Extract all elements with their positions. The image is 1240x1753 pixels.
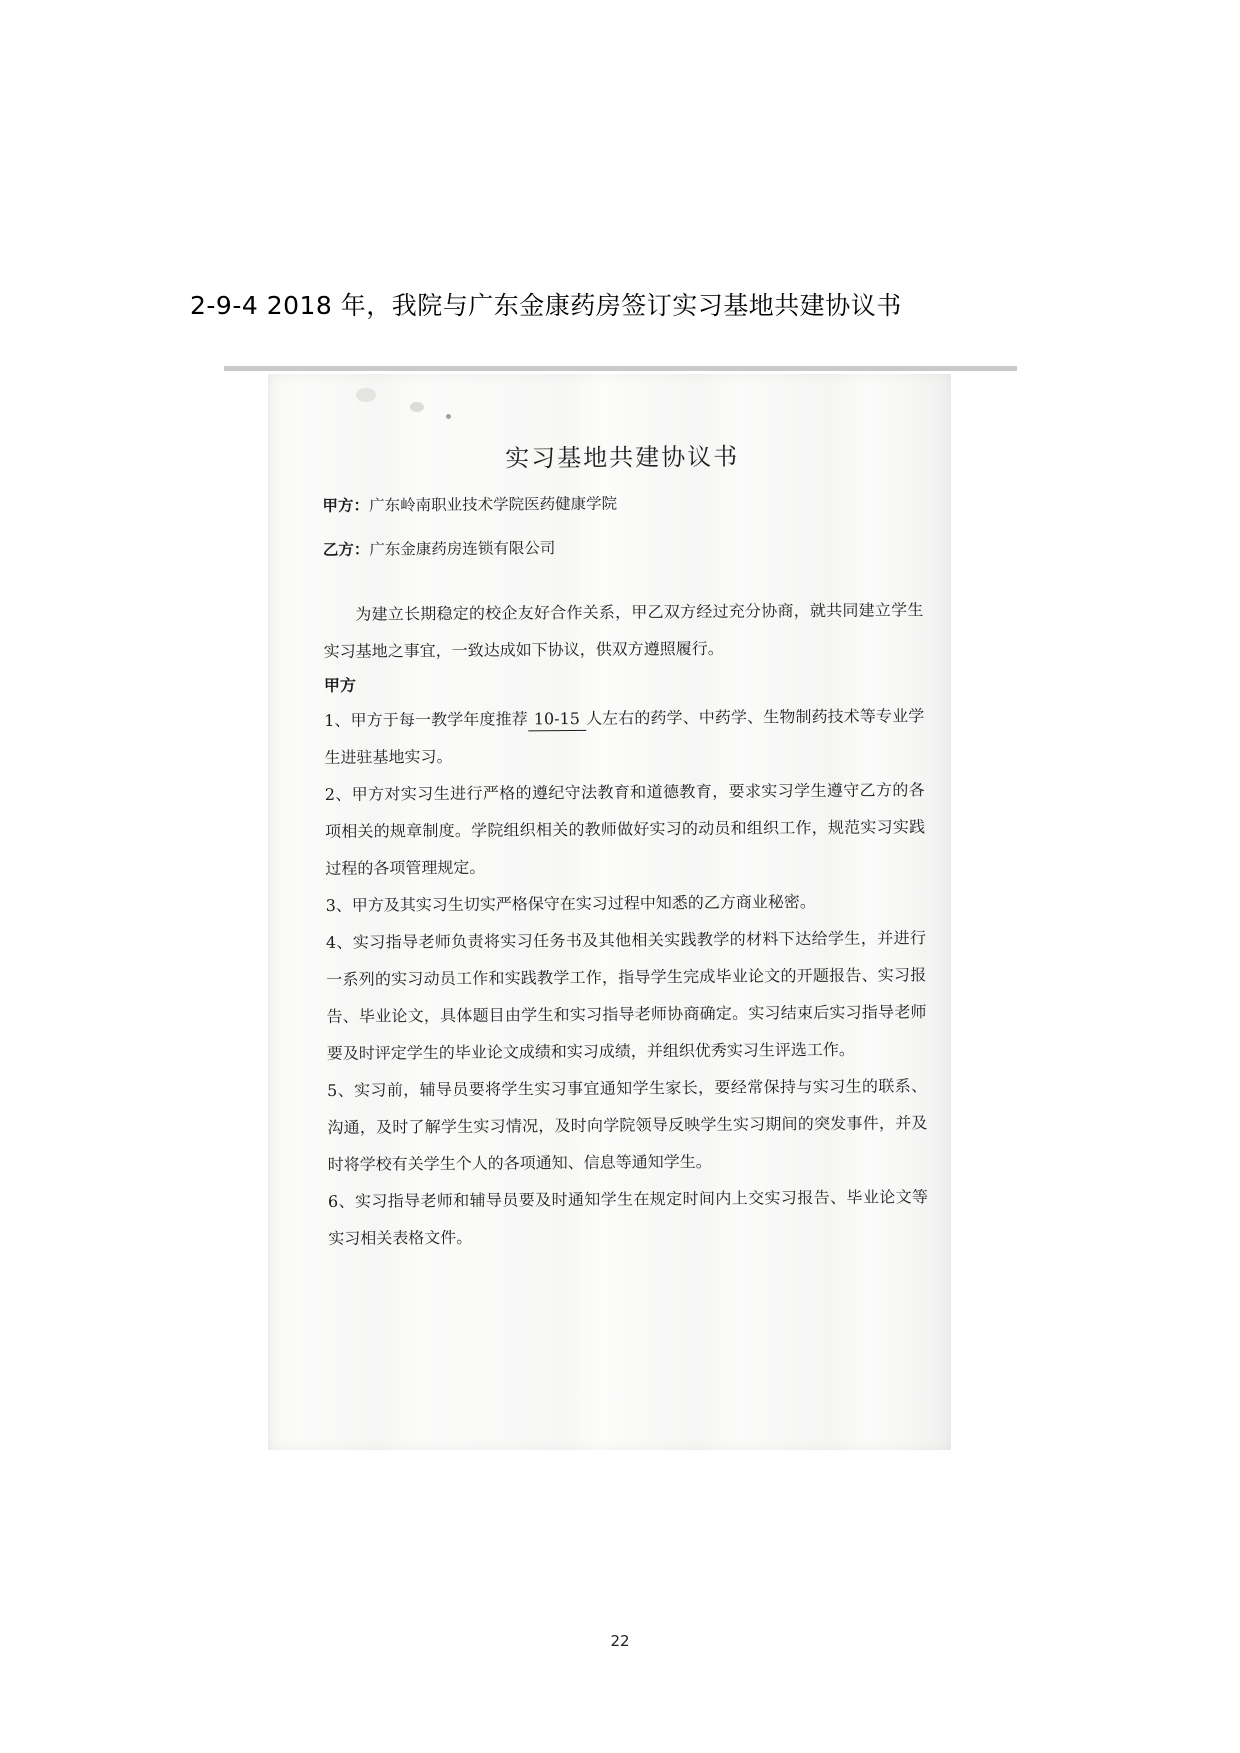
party-b-line <box>323 532 923 563</box>
scan-speck <box>446 414 451 419</box>
intro-paragraph: 为建立长期稳定的校企友好合作关系，甲乙双方经过充分协商，就共同建立学生实习基地之事宜，一致达成如下协议，供双方遵照履行。 <box>323 600 924 661</box>
divider <box>224 366 1017 371</box>
clause-1-text-end: 人左右的药学、中药学、生物制药技术等专业学生进驻基地实习。 <box>324 706 925 768</box>
page-number: 22 <box>610 1632 630 1650</box>
scan-smudge <box>356 388 376 402</box>
clause-1-text-start: 1、甲方于每一教学年度推荐 <box>324 709 528 731</box>
clause-6: 6、实习指导老师和辅导员要及时通知学生在规定时间内上交实习报告、毕业论文等实习相关表格文件。 <box>327 1187 929 1249</box>
scan-text-block <box>322 435 928 1257</box>
clause-5: 5、实习前，辅导员要将学生实习事宜通知学生家长，要经常保持与实习生的联系、沟通，及时了解学生实习情况，及时向学院领导反映学生实习期间的突发事件，并及时将学校有关学生个人的各项通知、信息等通知学生。 <box>327 1076 928 1175</box>
clause-4: 4、实习指导老师负责将实习任务书及其他相关实践教学的材料下达给学生，并进行一系列的实习动员工作和实践教学工作，指导学生完成毕业论文的开题报告、实习报告、毕业论文，具体题目由学生和实习指导老师协商确定。实习结束后实习指导老师要及时评定学生的毕业论文成绩和实习成绩，并组织优秀实习生评选工作。 <box>325 928 927 1064</box>
section-party-a-heading: 甲方 <box>323 675 357 696</box>
party-a-label: 甲方： <box>322 495 370 515</box>
student-count-value: 10-15 <box>528 708 586 731</box>
clause-3: 3、甲方及其实习生切实严格保守在实习过程中知悉的乙方商业秘密。 <box>325 892 816 916</box>
scan-smudge <box>410 402 424 412</box>
agreement-title: 实习基地共建协议书 <box>505 442 740 473</box>
party-a-name: 广东岭南职业技术学院医药健康学院 <box>368 494 618 515</box>
scanned-agreement-image <box>268 374 951 1450</box>
clause-1 <box>324 697 925 776</box>
clause-2: 2、甲方对实习生进行严格的遵纪守法教育和道德教育，要求实习学生遵守乙方的各项相关的规章制度。学院组织相关的教师做好实习的动员和组织工作，规范实习实践过程的各项管理规定。 <box>324 780 926 879</box>
figure-caption: 2-9-4 2018 年，我院与广东金康药房签订实习基地共建协议书 <box>190 291 902 320</box>
party-b-name: 广东金康药房连锁有限公司 <box>369 539 556 559</box>
party-a-line <box>322 488 922 519</box>
party-b-label: 乙方： <box>322 539 370 559</box>
